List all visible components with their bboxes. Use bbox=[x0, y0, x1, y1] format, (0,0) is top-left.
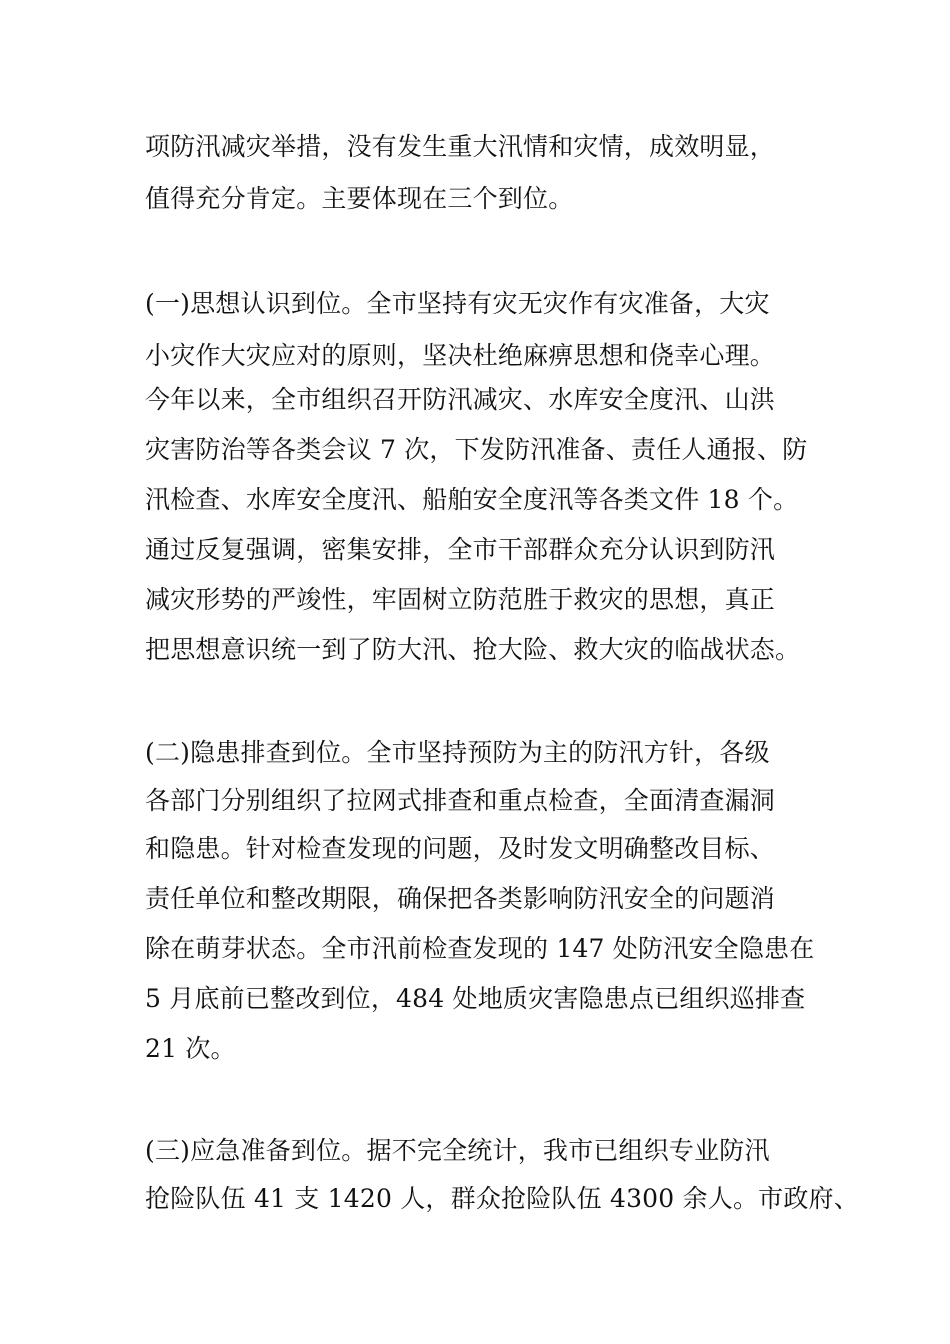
paragraph-2-line-5: 汛检查、水库安全度汛、船舶安全度汛等各类文件 18 个。 bbox=[145, 485, 799, 514]
paragraph-3-line-1: (二)隐患排查到位。全市坚持预防为主的防汛方针，各级 bbox=[145, 738, 770, 767]
paragraph-2-line-2: 小灾作大灾应对的原则，坚决杜绝麻痹思想和侥幸心理。 bbox=[145, 341, 776, 370]
paragraph-3-line-7: 21 次。 bbox=[145, 1034, 236, 1063]
paragraph-2-line-4: 灾害防治等各类会议 7 次，下发防汛准备、责任人通报、防 bbox=[145, 435, 808, 464]
paragraph-2-line-7: 减灾形势的严竣性，牢固树立防范胜于救灾的思想，真正 bbox=[145, 585, 776, 614]
paragraph-4-line-1: (三)应急准备到位。据不完全统计，我市已组织专业防汛 bbox=[145, 1136, 770, 1165]
paragraph-1-line-1: 项防汛减灾举措，没有发生重大汛情和灾情，成效明显， bbox=[145, 132, 776, 161]
paragraph-2-line-6: 通过反复强调，密集安排，全市干部群众充分认识到防汛 bbox=[145, 535, 776, 564]
paragraph-3-line-4: 责任单位和整改期限，确保把各类影响防汛安全的问题消 bbox=[145, 884, 776, 913]
paragraph-4-line-2: 抢险队伍 41 支 1420 人，群众抢险队伍 4300 余人。市政府、 bbox=[145, 1184, 859, 1213]
paragraph-3-line-2: 各部门分别组织了拉网式排查和重点检查，全面清查漏洞 bbox=[145, 786, 776, 815]
paragraph-3-line-5: 除在萌芽状态。全市汛前检查发现的 147 处防汛安全隐患在 bbox=[145, 934, 815, 963]
paragraph-3-line-3: 和隐患。针对检查发现的问题，及时发文明确整改目标、 bbox=[145, 834, 776, 863]
paragraph-2-line-1: (一)思想认识到位。全市坚持有灾无灾作有灾准备，大灾 bbox=[145, 289, 770, 318]
paragraph-2-line-8: 把思想意识统一到了防大汛、抢大险、救大灾的临战状态。 bbox=[145, 635, 801, 664]
paragraph-1-line-2: 值得充分肯定。主要体现在三个到位。 bbox=[145, 184, 574, 213]
paragraph-3-line-6: 5 月底前已整改到位，484 处地质灾害隐患点已组织巡排查 bbox=[145, 984, 806, 1013]
paragraph-2-line-3: 今年以来，全市组织召开防汛减灾、水库安全度汛、山洪 bbox=[145, 385, 776, 414]
